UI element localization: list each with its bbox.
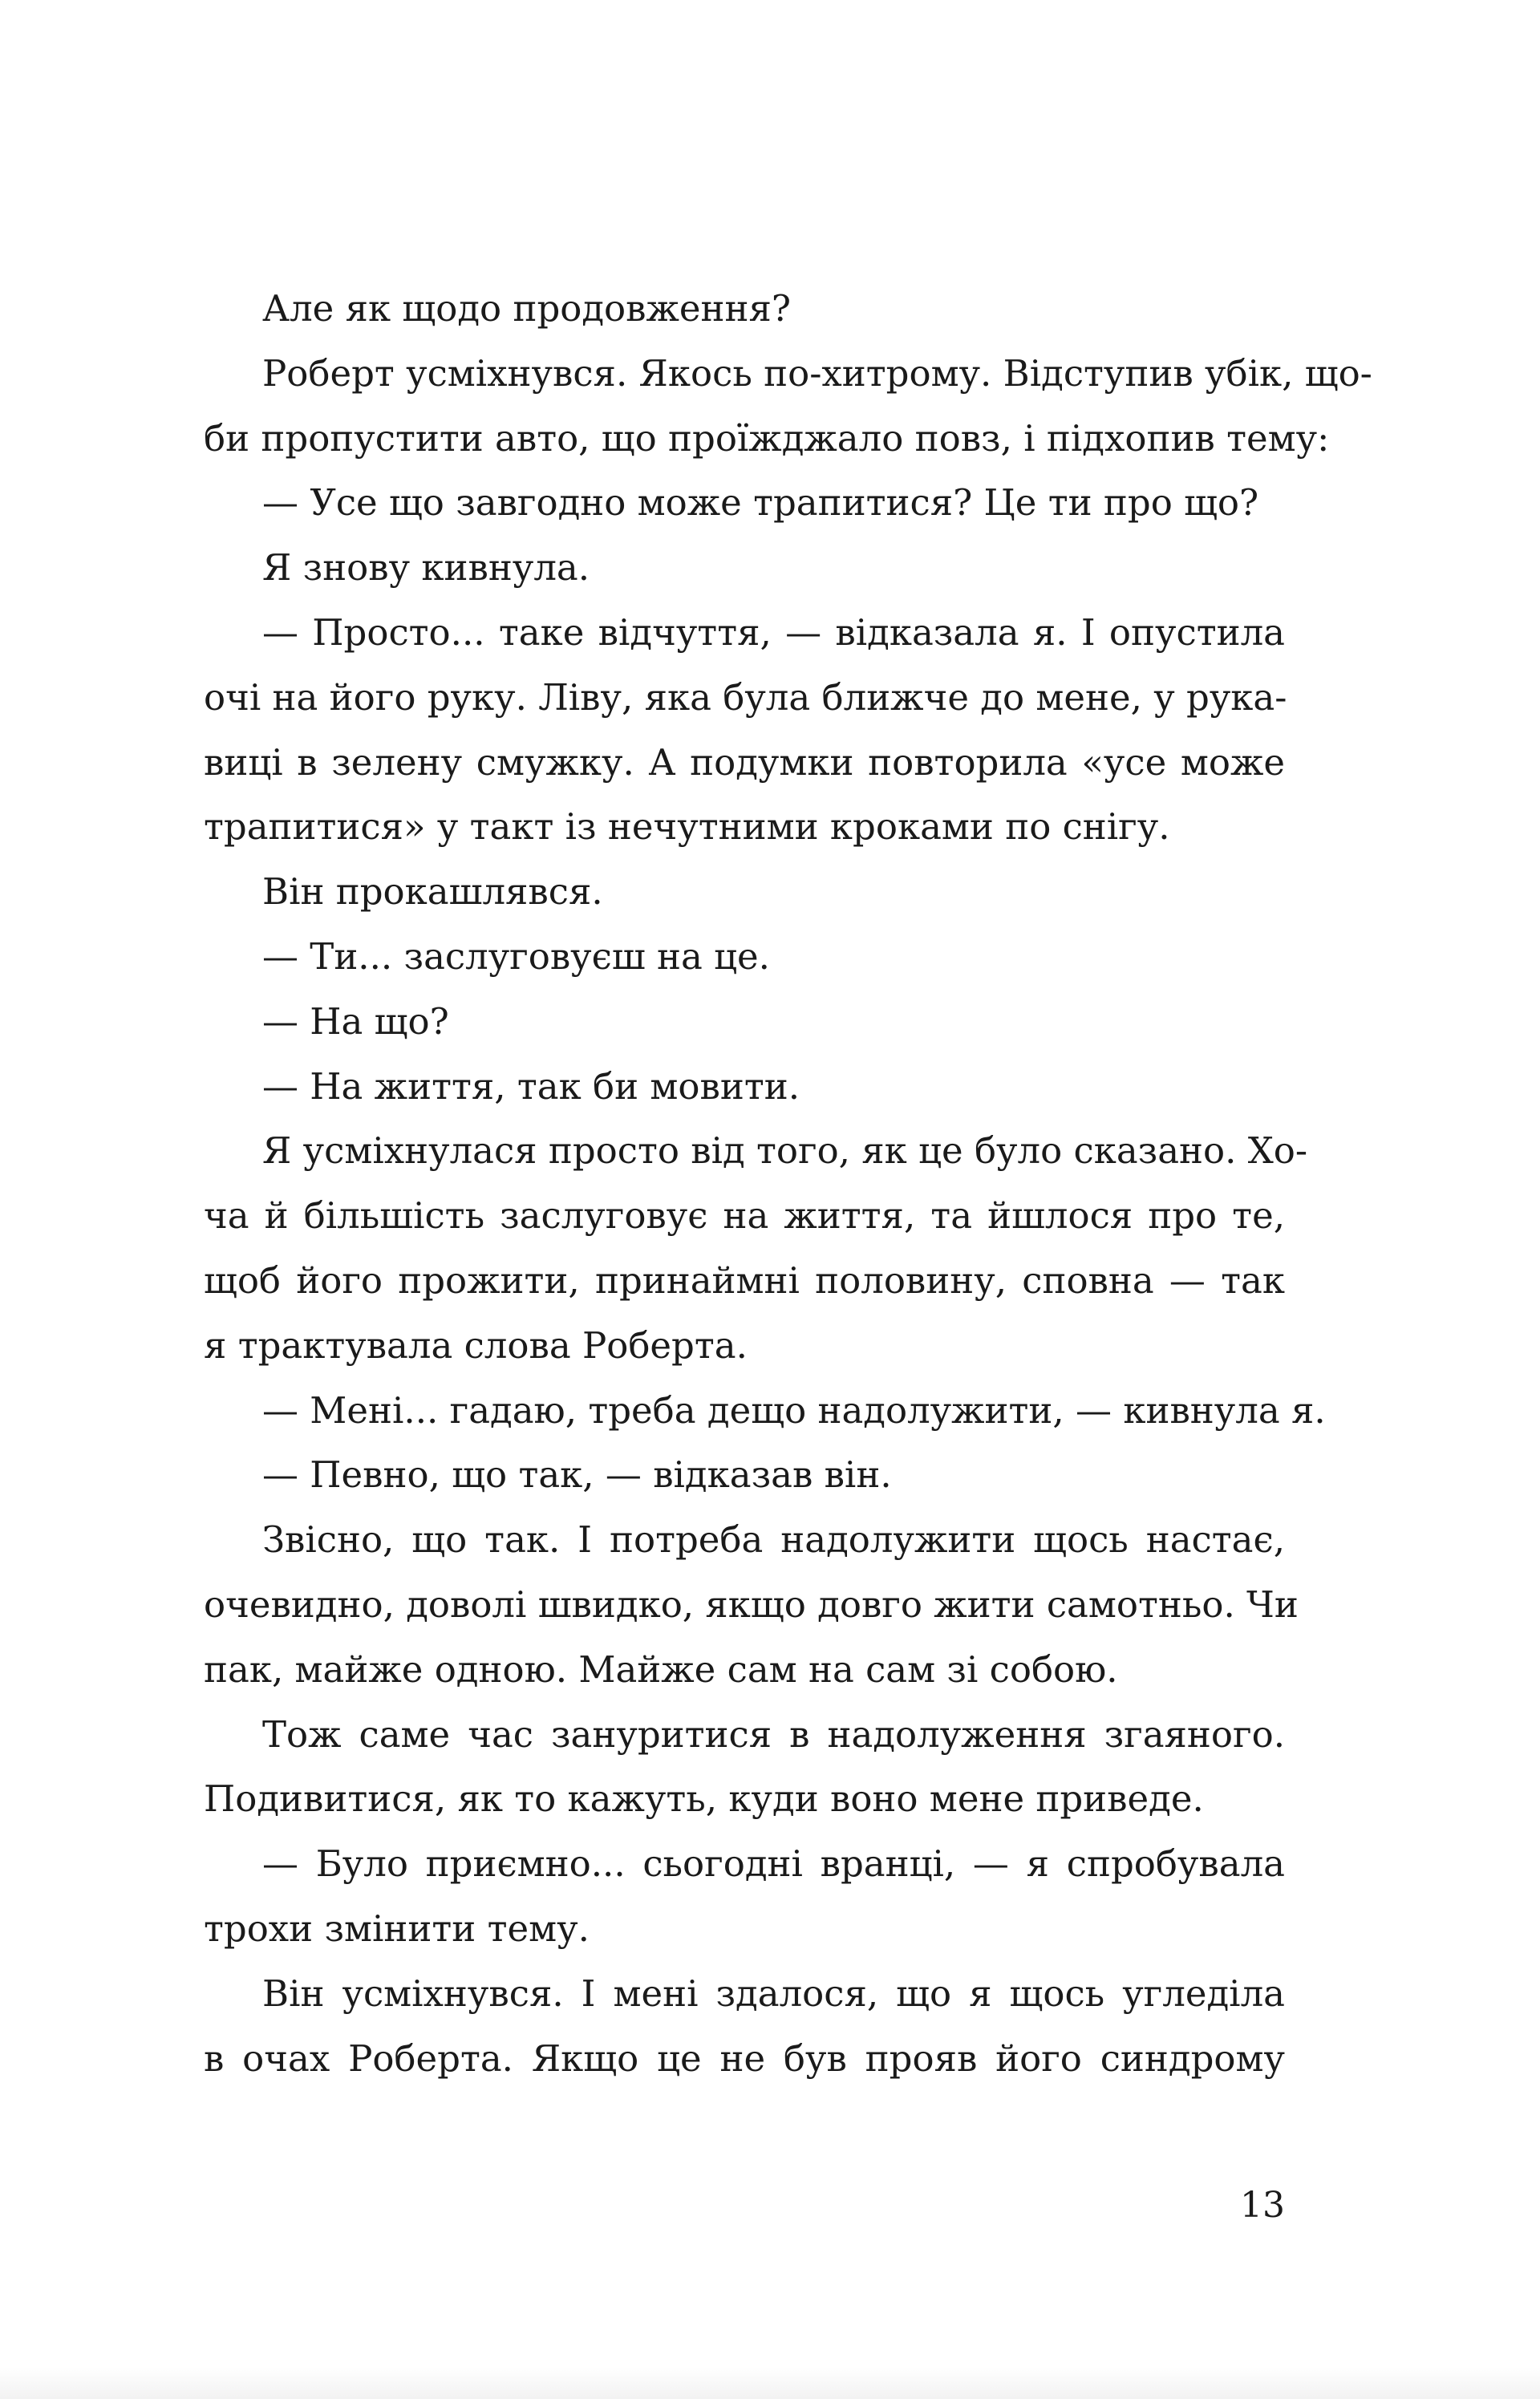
text-line: Але як щодо продовження? [262,287,792,330]
text-line: — Певно, що так, — відказав він. [262,1453,892,1497]
text-span: що завгодно може трапитися? Це ти про що? [377,481,1259,525]
text-span: принаймні половину, сповна — так [579,1258,1285,1302]
text-line: очі на його руку. Ліву, яка була ближче до мене, у рука- [204,675,1287,719]
text-line: Я усміхнулася просто від того, як це було сказано. Хо- [262,1129,1308,1173]
text-line: — Ти... заслуговуєш на це. [262,934,770,978]
text-line: пак, майже одною. Майже сам на сам зі собою. [204,1647,1118,1691]
page-number: 13 [1240,2185,1285,2226]
text-line [204,471,1285,536]
text-line: Звісно, що так. І потреба надолужити щось настає, [262,1518,1285,1562]
body-text [204,277,1372,2091]
text-line: в очах Роберта. Якщо це не був прояв його синдрому [204,2036,1285,2080]
text-line: Роберт усміхнувся. Якось по-хитрому. Відступив убік, що- [262,351,1372,395]
italic-word: Усе [310,481,378,525]
text-line: Тож саме час зануритися в надолуження згаяного. [262,1712,1285,1756]
text-line: Я знову кивнула. [262,546,590,590]
page-edge-shadow [0,2367,1540,2399]
text-span: щоб його [204,1258,399,1302]
text-line: — Мені... гадаю, треба дещо надолужити, — кивнула я. [262,1388,1326,1432]
text-line: — На життя, так би мовити. [262,1064,800,1108]
text-line: — На що? [262,999,449,1043]
text-line: я трактувала слова Роберта. [204,1323,748,1367]
italic-word: прожити, [398,1258,580,1302]
text-line: виці в зелену смужку. А подумки повторила «усе може [204,740,1285,784]
dash: — [262,481,310,525]
text-line: трапитися» у такт із нечутними кроками по снігу. [204,805,1170,849]
text-line: ча й більшість заслуговує на життя, та йшлося про те, [204,1194,1285,1238]
text-line: очевидно, доволі швидко, якщо довго жити самотньо. Чи [204,1582,1299,1626]
text-line: — Було приємно... сьогодні вранці, — я спробувала [262,1842,1285,1886]
text-line: Він усміхнувся. І мені здалося, що я щось угледіла [262,1971,1285,2015]
text-line: — Просто... таке відчуття, — відказала я. І опустила [262,610,1285,654]
text-line: Подивитися, як то кажуть, куди воно мене приведе. [204,1777,1204,1821]
text-line: Він прокашлявся. [262,870,603,914]
text-line: трохи змінити тему. [204,1907,590,1950]
text-line [204,1249,1285,1314]
text-line: би пропустити авто, що проїжджало повз, і підхопив тему: [204,416,1330,460]
